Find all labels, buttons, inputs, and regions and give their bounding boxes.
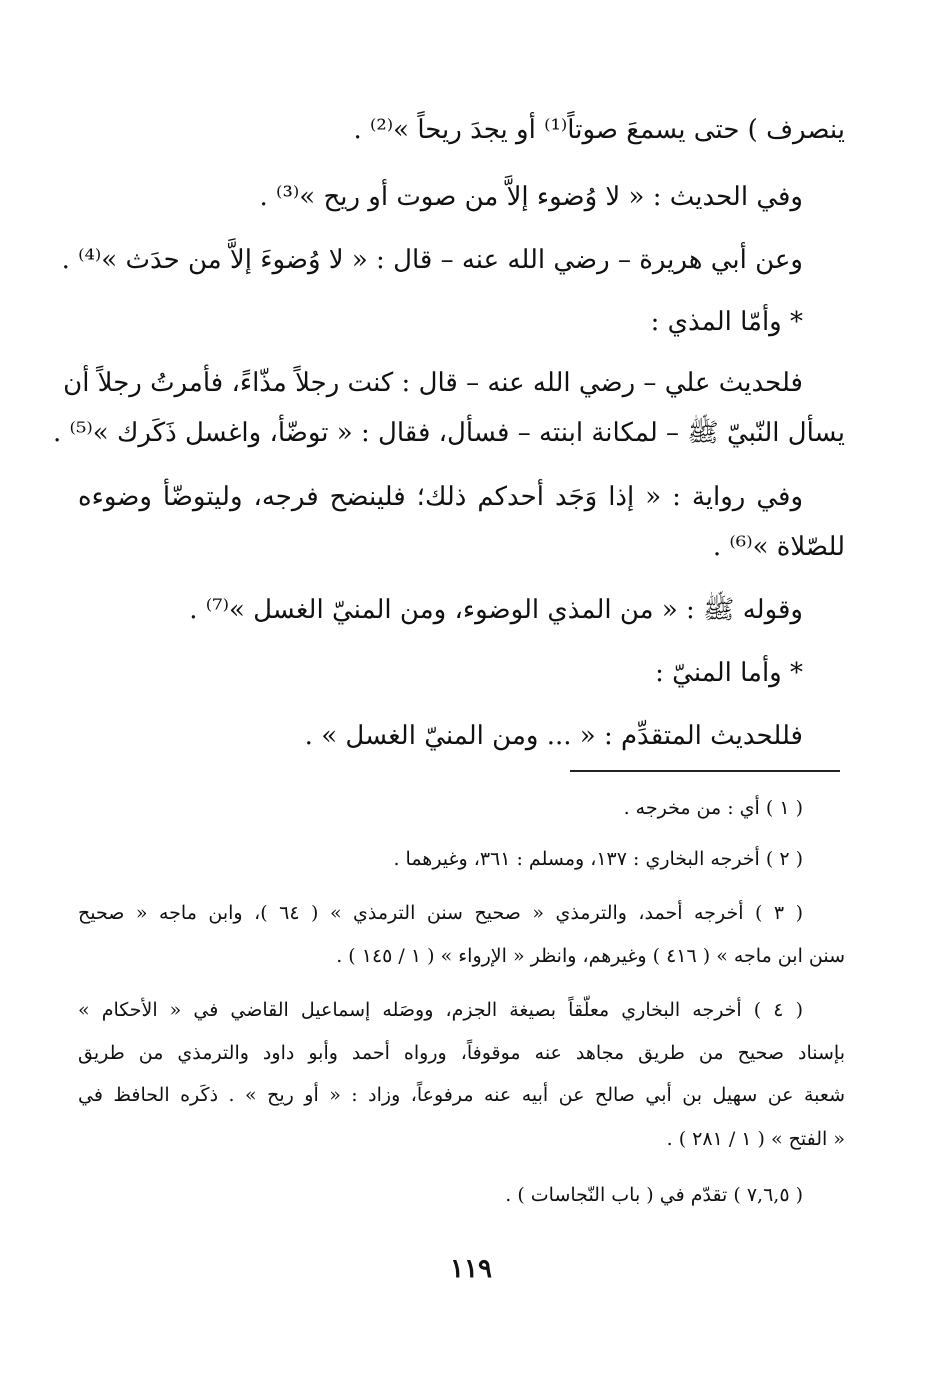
main-line-6: يسأل النّبيّ ﷺ – لمكانة ابنته – فسأل، فقال : « توضّأ، واغسل ذَكَرك »⁽⁵⁾ . [53,418,845,448]
main-line-8: للصّلاة »⁽⁶⁾ . [712,532,845,562]
main-line-5: فلحديث علي – رضي الله عنه – قال : كنت رجلاً مذّاءً، فأمرتُ رجلاً أن [63,368,803,398]
footnote-4-line-2: بإسناد صحيح من طريق مجاهد عنه موقوفاً، ورواه أحمد وأبو داود والترمذي من طريق [78,1042,845,1064]
footnote-4-line-1: ( ٤ ) أخرجه البخاري معلّقاً بصيغة الجزم، ووصَله إسماعيل القاضي في « الأحكام » [78,999,803,1021]
footnote-2: ( ٢ ) أخرجه البخاري : ١٣٧، ومسلم : ٣٦١، وغيرهما . [393,848,803,870]
footnote-separator [570,770,840,772]
footnote-1: ( ١ ) أي : من مخرجه . [623,797,803,819]
section-heading-madhy: * وأمّا المذي : [650,307,803,337]
section-heading-many: * وأما المنيّ : [655,658,803,688]
main-line-9: وقوله ﷺ : « من المذي الوضوء، ومن المنيّ الغسل »⁽⁷⁾ . [189,595,803,625]
footnote-3-line-2: سنن ابن ماجه » ( ٤١٦ ) وغيرهم، وانظر « الإرواء » ( ١ / ١٤٥ ) . [336,945,845,967]
main-line-1: ينصرف ) حتى يسمعَ صوتاً⁽¹⁾ أو يجدَ ريحاً »⁽²⁾ . [353,115,845,145]
main-line-3: وعن أبي هريرة – رضي الله عنه – قال : « لا وُضوءَ إلاَّ من حدَث »⁽⁴⁾ . [61,245,803,275]
footnote-3-line-1: ( ٣ ) أخرجه أحمد، والترمذي « صحيح سنن الترمذي » ( ٦٤ )، وابن ماجه « صحيح [78,902,803,924]
footnote-4-line-4: « الفتح » ( ١ / ٢٨١ ) . [666,1128,845,1150]
footnote-5-7: ( ٧,٦,٥ ) تقدّم في ( باب النّجاسات ) . [505,1184,803,1206]
main-line-7: وفي رواية : « إذا وَجَد أحدكم ذلك؛ فلينضح فرجه، وليتوضّأ وضوءه [78,482,803,512]
footnote-4-line-3: شعبة عن سهيل بن أبي صالح عن أبيه عنه مرفوعاً، وزاد : « أو ريح » . ذكَره الحافظ في [78,1084,845,1106]
main-line-2: وفي الحديث : « لا وُضوء إلاَّ من صوت أو ريح »⁽³⁾ . [259,182,803,212]
page-number: ١١٩ [450,1254,492,1284]
main-line-11: فللحديث المتقدِّم : « ... ومن المنيّ الغسل » . [304,721,803,751]
